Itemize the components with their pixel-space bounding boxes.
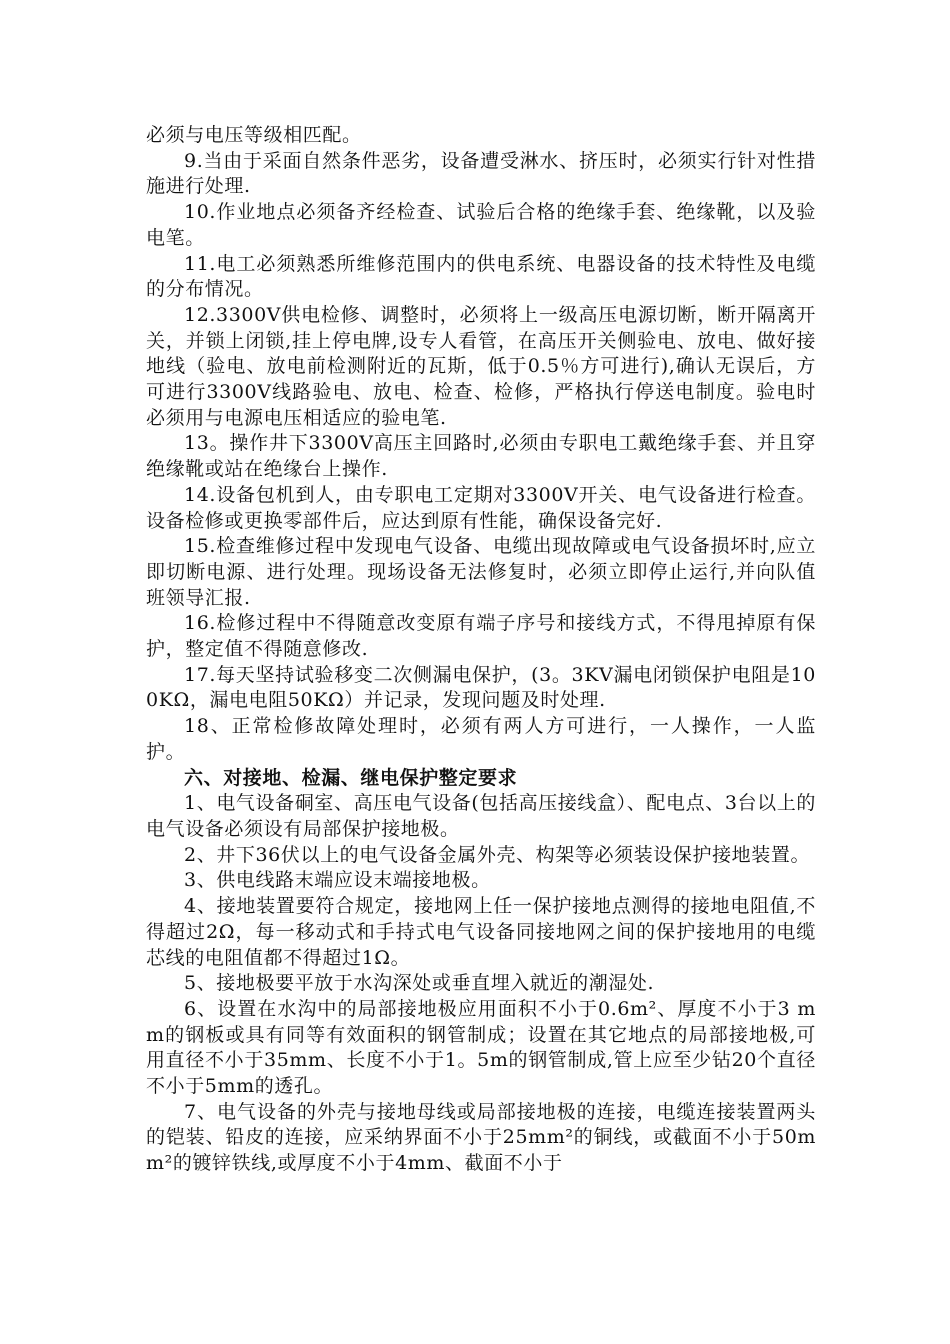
- paragraph-ground-5: 5、接地极要平放于水沟深处或垂直埋入就近的潮湿处.: [184, 972, 655, 995]
- paragraph-voltage-match: 必须与电压等级相匹配。: [146, 124, 362, 146]
- paragraph-ground-2: 2、井下36伏以上的电气设备金属外壳、构架等必须装设保护接地装置。: [184, 843, 811, 866]
- paragraph-ground-6: 6、设置在水沟中的局部接地极应用面积不小于0.6m²、厚度不小于3 mm的钢板或具有同等有效面积的钢管制成；设置在其它地点的局部接地极,可用直径不小于35mm、长度不小于1。5m的钢管制成,管上应至少钻20个直径不小于5mm的透孔。: [146, 997, 816, 1098]
- paragraph-item-16: 16.检修过程中不得随意改变原有端子序号和接线方式，不得甩掉原有保护，整定值不得随意修改.: [146, 612, 816, 661]
- paragraph-item-10: 10.作业地点必须备齐经检查、试验后合格的绝缘手套、绝缘靴，以及验电笔。: [146, 201, 816, 249]
- paragraph-item-13: 13。操作井下3300V高压主回路时,必须由专职电工戴绝缘手套、并且穿绝缘靴或站在绝缘台上操作.: [146, 432, 816, 481]
- paragraph-item-15: 15.检查维修过程中发现电气设备、电缆出现故障或电气设备损坏时,应立即切断电源、进行处理。现场设备无法修复时，必须立即停止运行,并向队值班领导汇报.: [146, 535, 816, 609]
- paragraph-ground-7: 7、电气设备的外壳与接地母线或局部接地极的连接，电缆连接装置两头的铠装、铅皮的连接，应采纳界面不小于25mm²的铜线，或截面不小于50mm²的镀锌铁线,或厚度不小于4mm、截面不小于: [146, 1100, 816, 1175]
- paragraph-ground-4: 4、接地装置要符合规定，接地网上任一保护接地点测得的接地电阻值,不得超过2Ω，每一移动式和手持式电气设备同接地网之间的保护接地用的电缆芯线的电阻值都不得超过1Ω。: [146, 895, 816, 969]
- document-page: [146, 123, 816, 1177]
- paragraph-item-14: 14.设备包机到人，由专职电工定期对3300V开关、电气设备进行检查。设备检修或更换零部件后，应达到原有性能，确保设备完好.: [146, 483, 816, 532]
- paragraph-item-12: 12.3300V供电检修、调整时，必须将上一级高压电源切断，断开隔离开关，并锁上闭锁,挂上停电牌,设专人看管，在高压开关侧验电、放电、做好接地线（验电、放电前检测附近的瓦斯，低于0.5％方可进行),确认无误后，方可进行3300V线路验电、放电、检查、检修，严格执行停送电制度。验电时必须用与电源电压相适应的验电笔.: [146, 303, 816, 429]
- paragraph-ground-1: 1、电气设备硐室、高压电气设备(包括高压接线盒）、配电点、3台以上的电气设备必须设有局部保护接地极。: [146, 792, 816, 840]
- section-heading-grounding: 六、对接地、检漏、继电保护整定要求: [184, 766, 518, 789]
- paragraph-item-17: 17.每天坚持试验移变二次侧漏电保护，(3。3KV漏电闭锁保护电阻是100KΩ，漏电电阻50KΩ）并记录，发现问题及时处理.: [146, 663, 816, 712]
- paragraph-item-18: 18、正常检修故障处理时，必须有两人方可进行，一人操作，一人监护。: [146, 715, 816, 763]
- paragraph-item-9: 9.当由于采面自然条件恶劣，设备遭受淋水、挤压时，必须实行针对性措施进行处理.: [146, 149, 816, 198]
- paragraph-item-11: 11.电工必须熟悉所维修范围内的供电系统、电器设备的技术特性及电缆的分布情况。: [146, 252, 816, 301]
- paragraph-ground-3: 3、供电线路末端应设末端接地极。: [184, 869, 491, 892]
